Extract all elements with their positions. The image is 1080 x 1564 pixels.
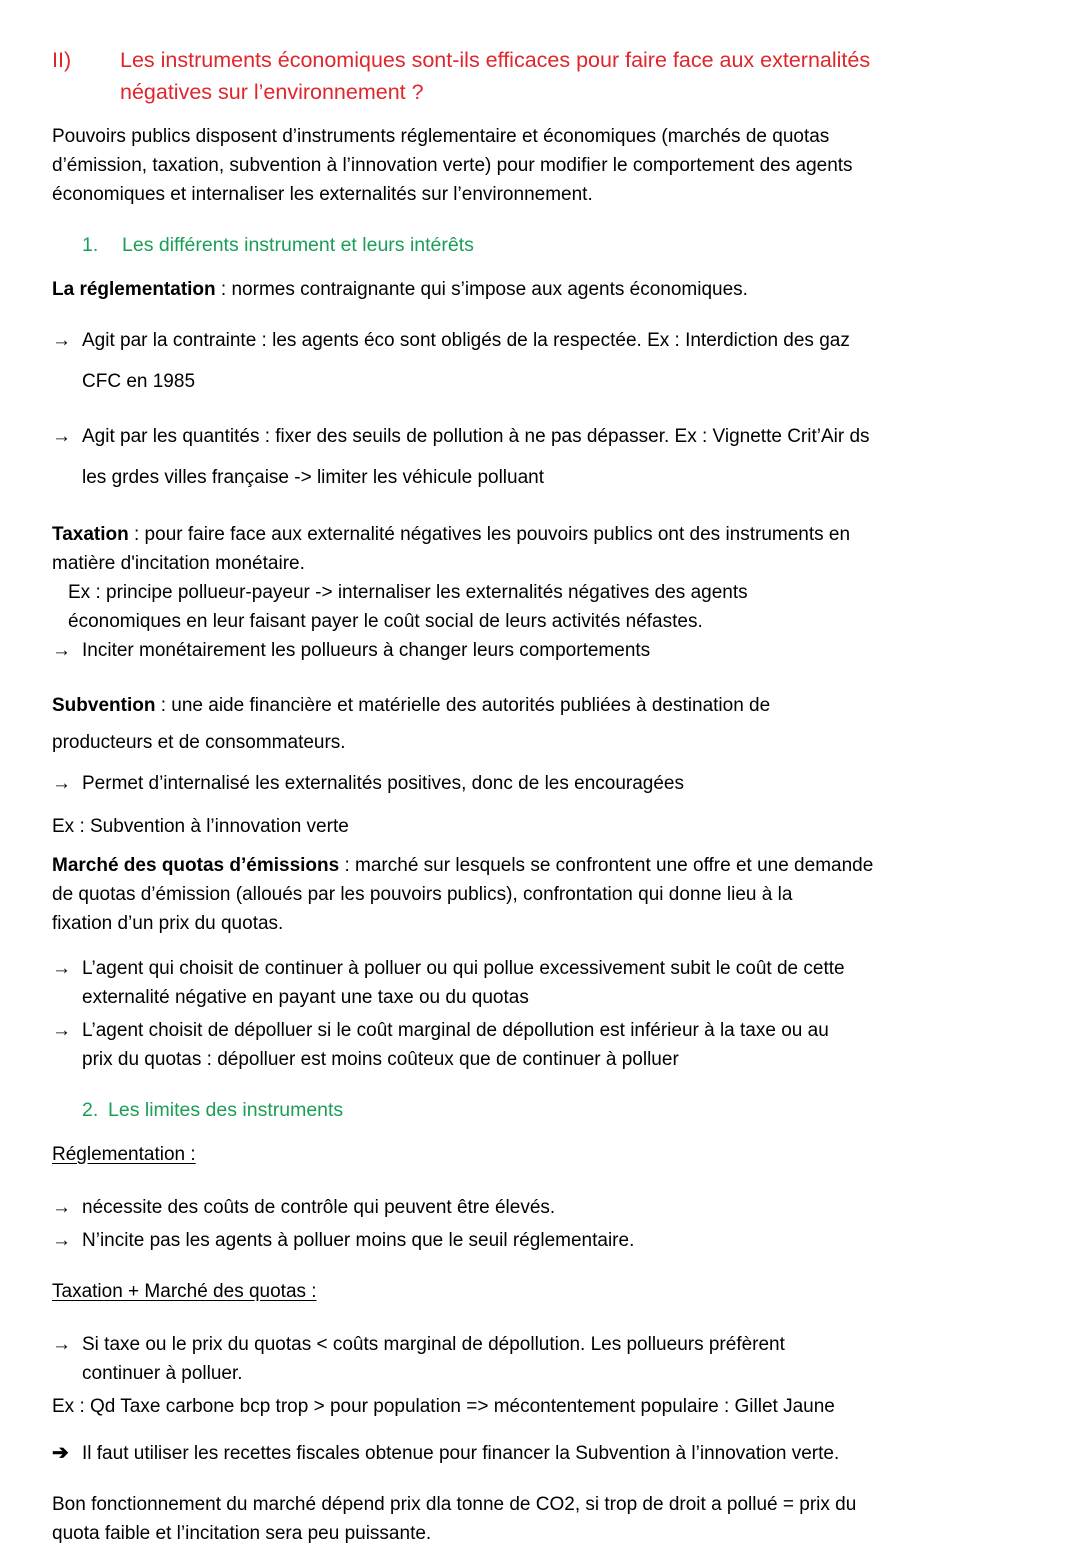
heading-subsection-1-title: Les différents instrument et leurs intérêts bbox=[122, 234, 474, 256]
limits-taxation-bullet bbox=[52, 1330, 982, 1388]
limits-reglementation-bullet-2 bbox=[52, 1226, 982, 1255]
marche-quotas-definition bbox=[52, 851, 982, 938]
marche-quotas-term: Marché des quotas d’émissions bbox=[52, 855, 340, 876]
taxation-bullet bbox=[52, 636, 982, 665]
heading-subsection-2 bbox=[52, 1096, 982, 1124]
taxation-definition bbox=[52, 520, 982, 578]
arrow-icon: → bbox=[52, 958, 71, 979]
reglementation-bullet-2-line2: les grdes villes française -> limiter les véhicule polluant bbox=[82, 467, 545, 488]
subvention-definition-line2: producteurs et de consommateurs. bbox=[52, 732, 346, 753]
limits-taxation-heading-wrap bbox=[52, 1277, 982, 1318]
arrow-icon: → bbox=[52, 640, 71, 661]
marche-quotas-line1: : marché sur lesquels se confrontent une offre et une demande bbox=[339, 855, 874, 876]
closing-paragraph bbox=[52, 1490, 982, 1548]
taxation-example-line1: Ex : principe pollueur-payeur -> internaliser les externalités négatives des agents bbox=[68, 582, 748, 603]
reglementation-bullet-1-line1: Agit par la contrainte : les agents éco sont obligés de la respectée. Ex : Interdiction des gaz bbox=[82, 330, 850, 351]
intro-line3: économiques et internaliser les externalités sur l’environnement. bbox=[52, 184, 593, 205]
reglementation-bullet-2-line1: Agit par les quantités : fixer des seuils de pollution à ne pas dépasser. Ex : Vignette Crit’Air ds bbox=[82, 426, 870, 447]
taxation-bullet-text: Inciter monétairement les pollueurs à changer leurs comportements bbox=[82, 640, 651, 661]
heading-section-ii-text bbox=[120, 44, 982, 108]
arrow-icon: → bbox=[52, 1020, 71, 1041]
limits-reglementation-bullet-1-text: nécessite des coûts de contrôle qui peuvent être élevés. bbox=[82, 1197, 556, 1218]
arrow-icon: → bbox=[52, 1230, 71, 1251]
taxation-definition-line1: : pour faire face aux externalité négatives les pouvoirs publics ont des instruments en bbox=[128, 524, 851, 545]
reglementation-bullet-1 bbox=[52, 320, 982, 402]
marche-quotas-line2: de quotas d’émission (alloués par les pouvoirs publics), confrontation qui donne lieu à la bbox=[52, 884, 793, 905]
heading-section-ii-numeral: II) bbox=[52, 48, 72, 72]
limits-taxation-bullet-line1: Si taxe ou le prix du quotas < coûts marginal de dépollution. Les pollueurs préfèrent bbox=[82, 1334, 785, 1355]
reglementation-bullet-1-text bbox=[82, 320, 982, 402]
heading-subsection-2-number: 2. bbox=[82, 1099, 99, 1121]
marche-quotas-bullet-2-line1: L’agent choisit de dépolluer si le coût marginal de dépollution est inférieur à la taxe ou au bbox=[82, 1020, 829, 1041]
document-body bbox=[52, 44, 982, 1564]
reglementation-definition bbox=[52, 275, 982, 304]
heading-subsection-2-title: Les limites des instruments bbox=[108, 1099, 344, 1121]
taxation-term: Taxation bbox=[52, 524, 129, 545]
intro-paragraph bbox=[52, 122, 982, 209]
closing-line1: Bon fonctionnement du marché dépend prix dla tonne de CO2, si trop de droit a pollué = prix du bbox=[52, 1494, 857, 1515]
conclusion-bullet bbox=[52, 1439, 982, 1468]
arrow-icon: → bbox=[52, 1197, 71, 1218]
limits-reglementation-bullet-2-text: N’incite pas les agents à polluer moins que le seuil réglementaire. bbox=[82, 1230, 635, 1251]
arrow-icon: → bbox=[52, 426, 71, 447]
spacer bbox=[52, 761, 982, 769]
reglementation-term: La réglementation bbox=[52, 279, 216, 300]
taxation-example-line2: économiques en leur faisant payer le coût social de leurs activités néfastes. bbox=[68, 611, 703, 632]
subvention-example: Ex : Subvention à l’innovation verte bbox=[52, 816, 349, 837]
marche-quotas-bullet-2-text bbox=[82, 1016, 982, 1074]
reglementation-definition-text: : normes contraignante qui s’impose aux agents économiques. bbox=[215, 279, 748, 300]
reglementation-bullet-2-text bbox=[82, 416, 982, 498]
taxation-definition-line2: matière d'incitation monétaire. bbox=[52, 553, 305, 574]
conclusion-bullet-text: Il faut utiliser les recettes fiscales obtenue pour financer la Subvention à l’innovation verte. bbox=[82, 1443, 840, 1464]
marche-quotas-bullet-1-line2: externalité négative en payant une taxe ou du quotas bbox=[82, 987, 529, 1008]
subvention-bullet-text: Permet d’internalisé les externalités positives, donc de les encouragées bbox=[82, 773, 684, 794]
arrow-icon: → bbox=[52, 330, 71, 351]
heading-section-ii bbox=[52, 44, 982, 108]
marche-quotas-bullet-2 bbox=[52, 1016, 982, 1074]
marche-quotas-bullet-1-text bbox=[82, 954, 982, 1012]
subvention-bullet bbox=[52, 769, 982, 798]
reglementation-bullet-1-line2: CFC en 1985 bbox=[82, 371, 196, 392]
arrow-icon: → bbox=[52, 773, 71, 794]
limits-taxation-bullet-text bbox=[82, 1330, 982, 1388]
marche-quotas-bullet-1 bbox=[52, 954, 982, 1012]
heading-subsection-1-number: 1. bbox=[82, 234, 99, 256]
reglementation-bullet-2 bbox=[52, 416, 982, 498]
bold-arrow-icon: ➔ bbox=[52, 1442, 69, 1464]
heading-section-ii-line1: Les instruments économiques sont-ils efficaces pour faire face aux externalités bbox=[120, 48, 871, 72]
subvention-term: Subvention bbox=[52, 695, 156, 716]
marche-quotas-line3: fixation d’un prix du quotas. bbox=[52, 913, 284, 934]
subvention-definition-line1: : une aide financière et matérielle des autorités publiées à destination de bbox=[155, 695, 771, 716]
heading-subsection-1 bbox=[52, 231, 982, 259]
closing-line2: quota faible et l’incitation sera peu puissante. bbox=[52, 1523, 432, 1544]
intro-line1: Pouvoirs publics disposent d’instruments réglementaire et économiques (marchés de quotas bbox=[52, 126, 830, 147]
limits-reglementation-bullet-1 bbox=[52, 1193, 982, 1222]
subvention-definition bbox=[52, 687, 982, 761]
marche-quotas-bullet-2-line2: prix du quotas : dépolluer est moins coûteux que de continuer à polluer bbox=[82, 1049, 679, 1070]
limits-taxation-heading: Taxation + Marché des quotas : bbox=[52, 1281, 317, 1302]
marche-quotas-bullet-1-line1: L’agent qui choisit de continuer à polluer ou qui pollue excessivement subit le coût de cette bbox=[82, 958, 845, 979]
limits-reglementation-heading: Réglementation : bbox=[52, 1144, 196, 1165]
arrow-icon: → bbox=[52, 1334, 71, 1355]
spacer bbox=[52, 1431, 982, 1439]
heading-section-ii-line2: négatives sur l’environnement ? bbox=[120, 80, 424, 104]
intro-line2: d’émission, taxation, subvention à l’innovation verte) pour modifier le comportement des agents bbox=[52, 155, 853, 176]
limits-reglementation-heading-wrap bbox=[52, 1140, 982, 1181]
limits-taxation-example: Ex : Qd Taxe carbone bcp trop > pour population => mécontentement populaire : Gillet Jaune bbox=[52, 1396, 835, 1417]
limits-taxation-bullet-line2: continuer à polluer. bbox=[82, 1363, 243, 1384]
